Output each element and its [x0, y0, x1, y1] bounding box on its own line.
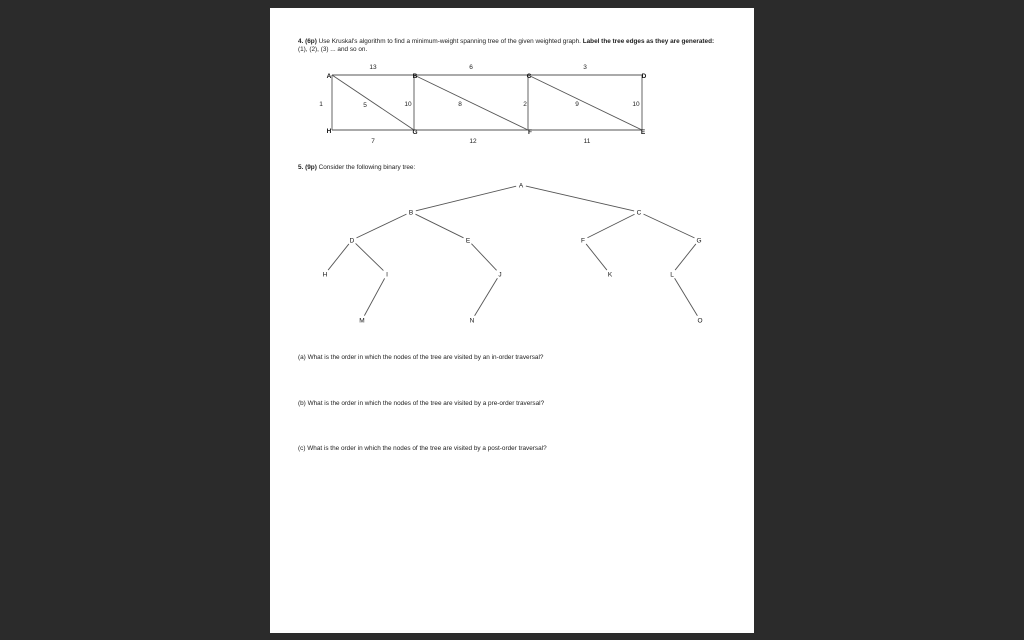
tree-node-H: H [322, 271, 328, 279]
tree-node-J: J [498, 271, 502, 279]
graph-node-F: F [528, 129, 532, 136]
tree-node-B: B [408, 209, 414, 217]
edge-weight-A-H: 1 [319, 101, 323, 108]
edge-weight-A-B: 13 [369, 64, 377, 71]
tree-edge-C-G [644, 214, 695, 238]
question-4-points: (6p) [305, 38, 317, 45]
graph-node-D: D [641, 73, 647, 80]
edge-weight-B-C: 6 [469, 64, 473, 71]
tree-node-N: N [469, 317, 475, 325]
graph-edge-A-G [332, 75, 414, 130]
question-4-bold-instruction: Label the tree edges as they are generated: [582, 38, 715, 45]
question-4-number: 4. [298, 38, 304, 45]
tree-node-G: G [696, 237, 702, 245]
question-4-tail: (1), (2), (3) ... and so on. [298, 46, 368, 53]
tree-edge-F-K [586, 244, 607, 270]
edge-weight-H-G: 7 [371, 138, 375, 145]
question-5c: (c) What is the order in which the nodes of the tree are visited by a post-order traversal? [298, 445, 547, 452]
tree-edge-D-H [328, 244, 349, 270]
tree-edge-B-E [415, 214, 463, 238]
tree-node-L: L [670, 271, 674, 279]
tree-edge-B-D [357, 214, 407, 238]
graph-edge-C-E [528, 75, 642, 130]
tree-edge-G-L [675, 244, 696, 270]
tree-node-K: K [607, 271, 613, 279]
tree-node-I: I [386, 271, 388, 279]
edge-weight-G-F: 12 [469, 138, 477, 145]
question-4-body: Use Kruskal's algorithm to find a minimum-weight spanning tree of the given weighted graph. [318, 38, 581, 45]
question-5a: (a) What is the order in which the nodes of the tree are visited by an in-order traversal? [298, 354, 544, 361]
graph-node-B: B [412, 73, 418, 80]
edge-weight-B-F: 8 [458, 101, 462, 108]
tree-node-M: M [359, 317, 365, 325]
tree-edge-A-B [416, 186, 516, 211]
edge-weight-C-E: 9 [575, 101, 579, 108]
edge-weight-C-D: 3 [583, 64, 587, 71]
question-5-points: (9p) [305, 164, 317, 171]
edge-weight-A-G: 5 [363, 102, 367, 109]
tree-edge-L-O [675, 278, 698, 315]
tree-edge-C-F [587, 214, 634, 238]
tree-node-C: C [636, 209, 642, 217]
weighted-graph [270, 8, 754, 158]
graph-node-G: G [412, 129, 418, 136]
document-page [270, 8, 754, 633]
tree-node-F: F [581, 237, 585, 245]
edge-weight-C-F: 2 [523, 101, 527, 108]
tree-node-E: E [465, 237, 471, 245]
tree-node-A: A [518, 182, 524, 190]
tree-edge-J-N [475, 278, 498, 315]
graph-node-H: H [326, 128, 332, 135]
tree-node-D: D [349, 237, 355, 245]
tree-edge-D-I [356, 243, 384, 270]
question-5-body: Consider the following binary tree: [318, 164, 416, 171]
graph-edge-B-F [414, 75, 528, 130]
edge-weight-D-E: 10 [632, 101, 640, 108]
graph-node-C: C [526, 73, 532, 80]
tree-edge-A-C [526, 186, 634, 211]
edge-weight-B-G: 10 [404, 101, 412, 108]
tree-node-O: O [697, 317, 703, 325]
edge-weight-F-E: 11 [583, 138, 591, 145]
question-5-number: 5. [298, 164, 304, 171]
question-5b: (b) What is the order in which the nodes of the tree are visited by a pre-order traversal? [298, 400, 545, 407]
tree-edge-I-M [364, 278, 384, 315]
graph-node-E: E [640, 129, 646, 136]
tree-edge-E-J [471, 244, 496, 271]
graph-node-A: A [326, 73, 332, 80]
binary-tree [270, 168, 754, 328]
